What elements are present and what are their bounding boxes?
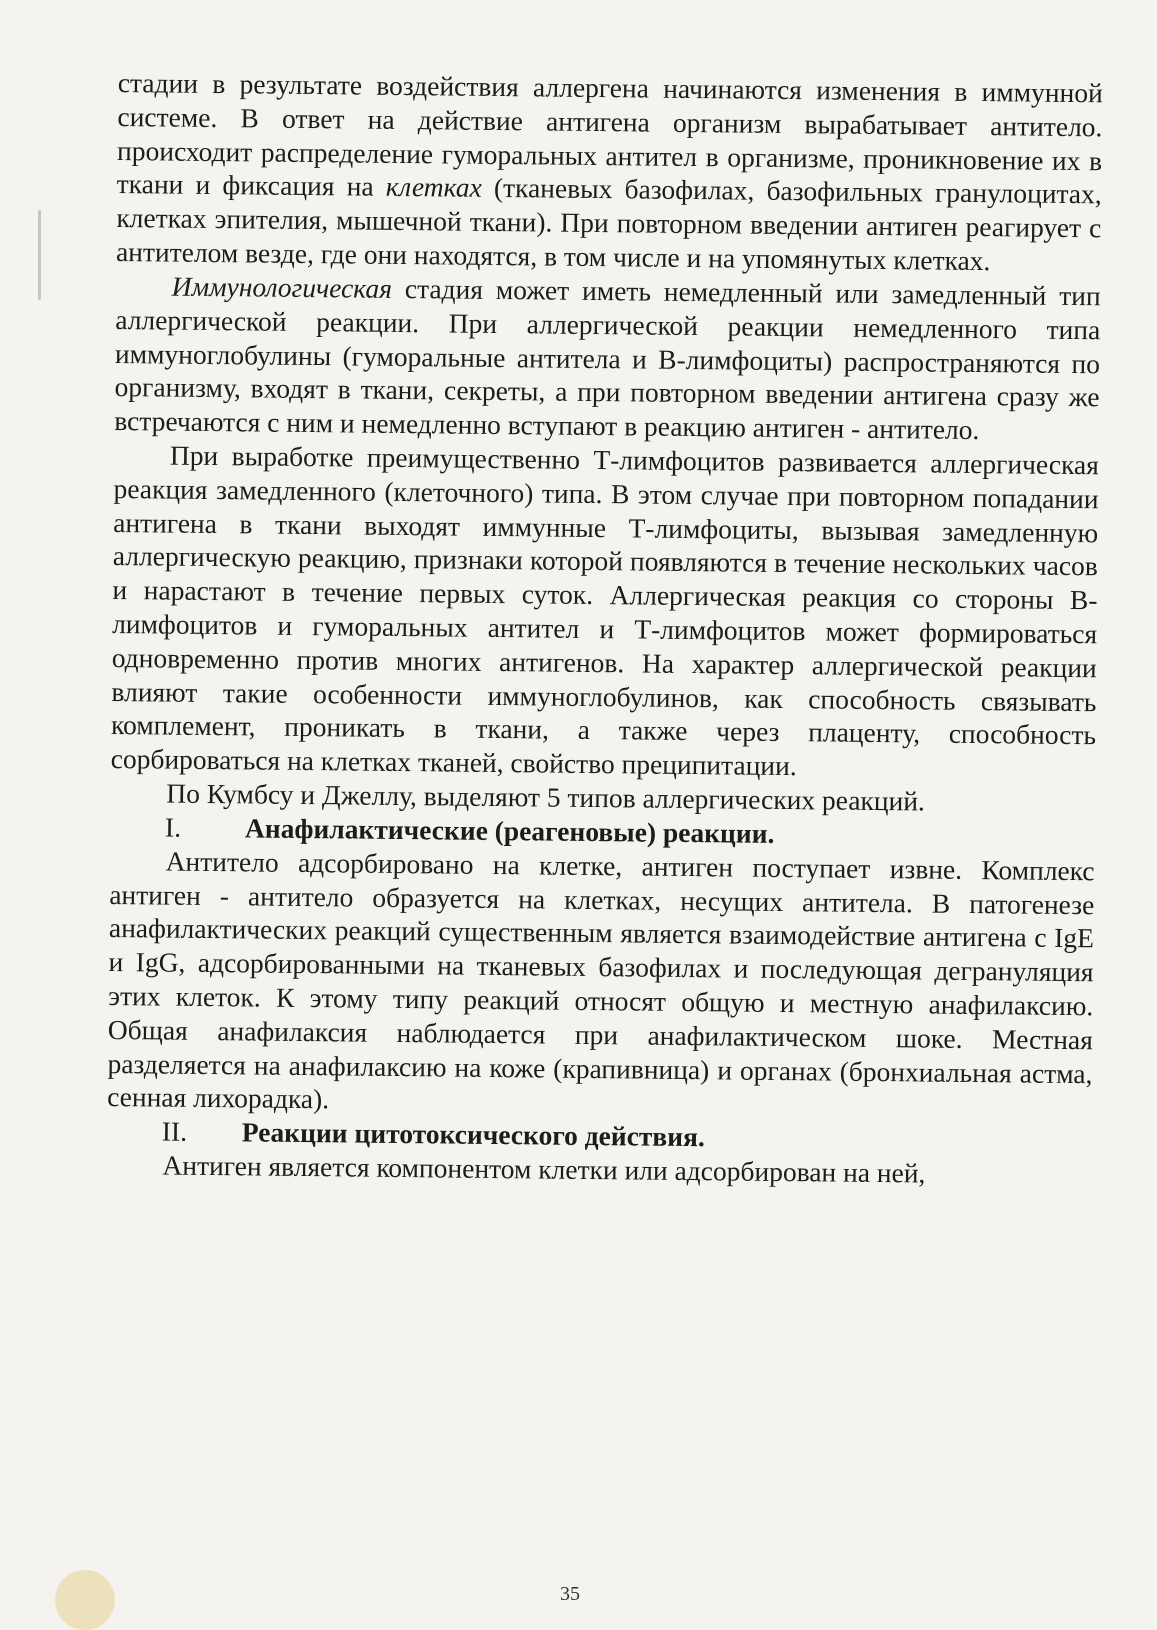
paragraph: [116, 66, 1103, 279]
paragraph-text: стадии в результате воздействия аллергена начинаются изменения в иммунной системе. В ответ на действие антигена организм вырабатывает антитело. происходит распределение гуморальных антител в организме, проникновение их в ткани и фиксация на: [116, 66, 1103, 203]
paragraph-text: стадия может иметь немедленный или замедленный тип аллергической реакции. При аллергической реакции немедленного типа иммуноглобулины (гуморальные антитела и В-лимфоциты) распространяются по организму, входят в ткани, секреты, а при повторном введении антигена сразу же встречаются с ним и немедленно вступают в реакцию антиген - антитело.: [114, 272, 1101, 446]
paragraph: [114, 269, 1101, 448]
margin-mark: [38, 210, 41, 300]
section-number: I.: [164, 811, 182, 843]
section-title: Реакции цитотоксического действия.: [241, 1116, 705, 1153]
document-body: [106, 66, 1103, 1192]
emphasis-text: Иммунологическая: [171, 270, 393, 304]
paragraph: По Кумбсу и Джеллу, выделяют 5 типов аллергических реакций.: [166, 777, 926, 817]
paragraph: Антиген является компонентом клетки или адсорбирован на ней,: [162, 1149, 926, 1189]
section-title: Анафилактические (реагеновые) реакции.: [244, 812, 775, 849]
paragraph-text: (тканевых базофилах, базофильных гранулоцитах, клетках эпителия, мышечной ткани). При повторном введении антиген реагирует с антителом везде, где они находятся, в том числе и на упомянутых клетках.: [115, 172, 1102, 277]
paragraph: Антитело адсорбировано на клетке, антиген поступает извне. Комплекс антиген - антитело образуется на клетках, несущих антитела. В патогенезе анафилактических реакций существенным является взаимодействие антигена с IgE и IgG, адсорбированными на тканевых базофилах и последующая дегрануляция этих клеток. К этому типу реакций относят общую и местную анафилаксию. Общая анафилаксия наблюдается при анафилактическом шоке. Местная разделяется на анафилаксию на коже (крапивница) и органах (бронхиальная астма, сенная лихорадка).: [107, 845, 1095, 1115]
page-number: 35: [560, 1583, 580, 1605]
emphasis-text: клетках: [385, 171, 482, 204]
paper-stain: [55, 1570, 115, 1630]
paragraph: При выработке преимущественно Т-лимфоцитов развивается аллергическая реакция замедленного (клеточного) типа. В этом случае при повторном попадании антигена в ткани выходят иммунные Т-лимфоциты, вызывая замедленную аллергическую реакцию, признаки которой появляются в течение нескольких часов и нарастают в течение первых суток. Аллергическая реакция со стороны В-лимфоцитов и гуморальных антител и Т-лимфоцитов может формироваться одновременно против многих антигенов. На характер аллергической реакции влияют такие особенности иммуноглобулинов, как способность связывать комплемент, проникать в ткани, а также через плаценту, способность сорбироваться на клетках тканей, свойство преципитации.: [110, 439, 1100, 782]
section-number: II.: [161, 1115, 188, 1147]
